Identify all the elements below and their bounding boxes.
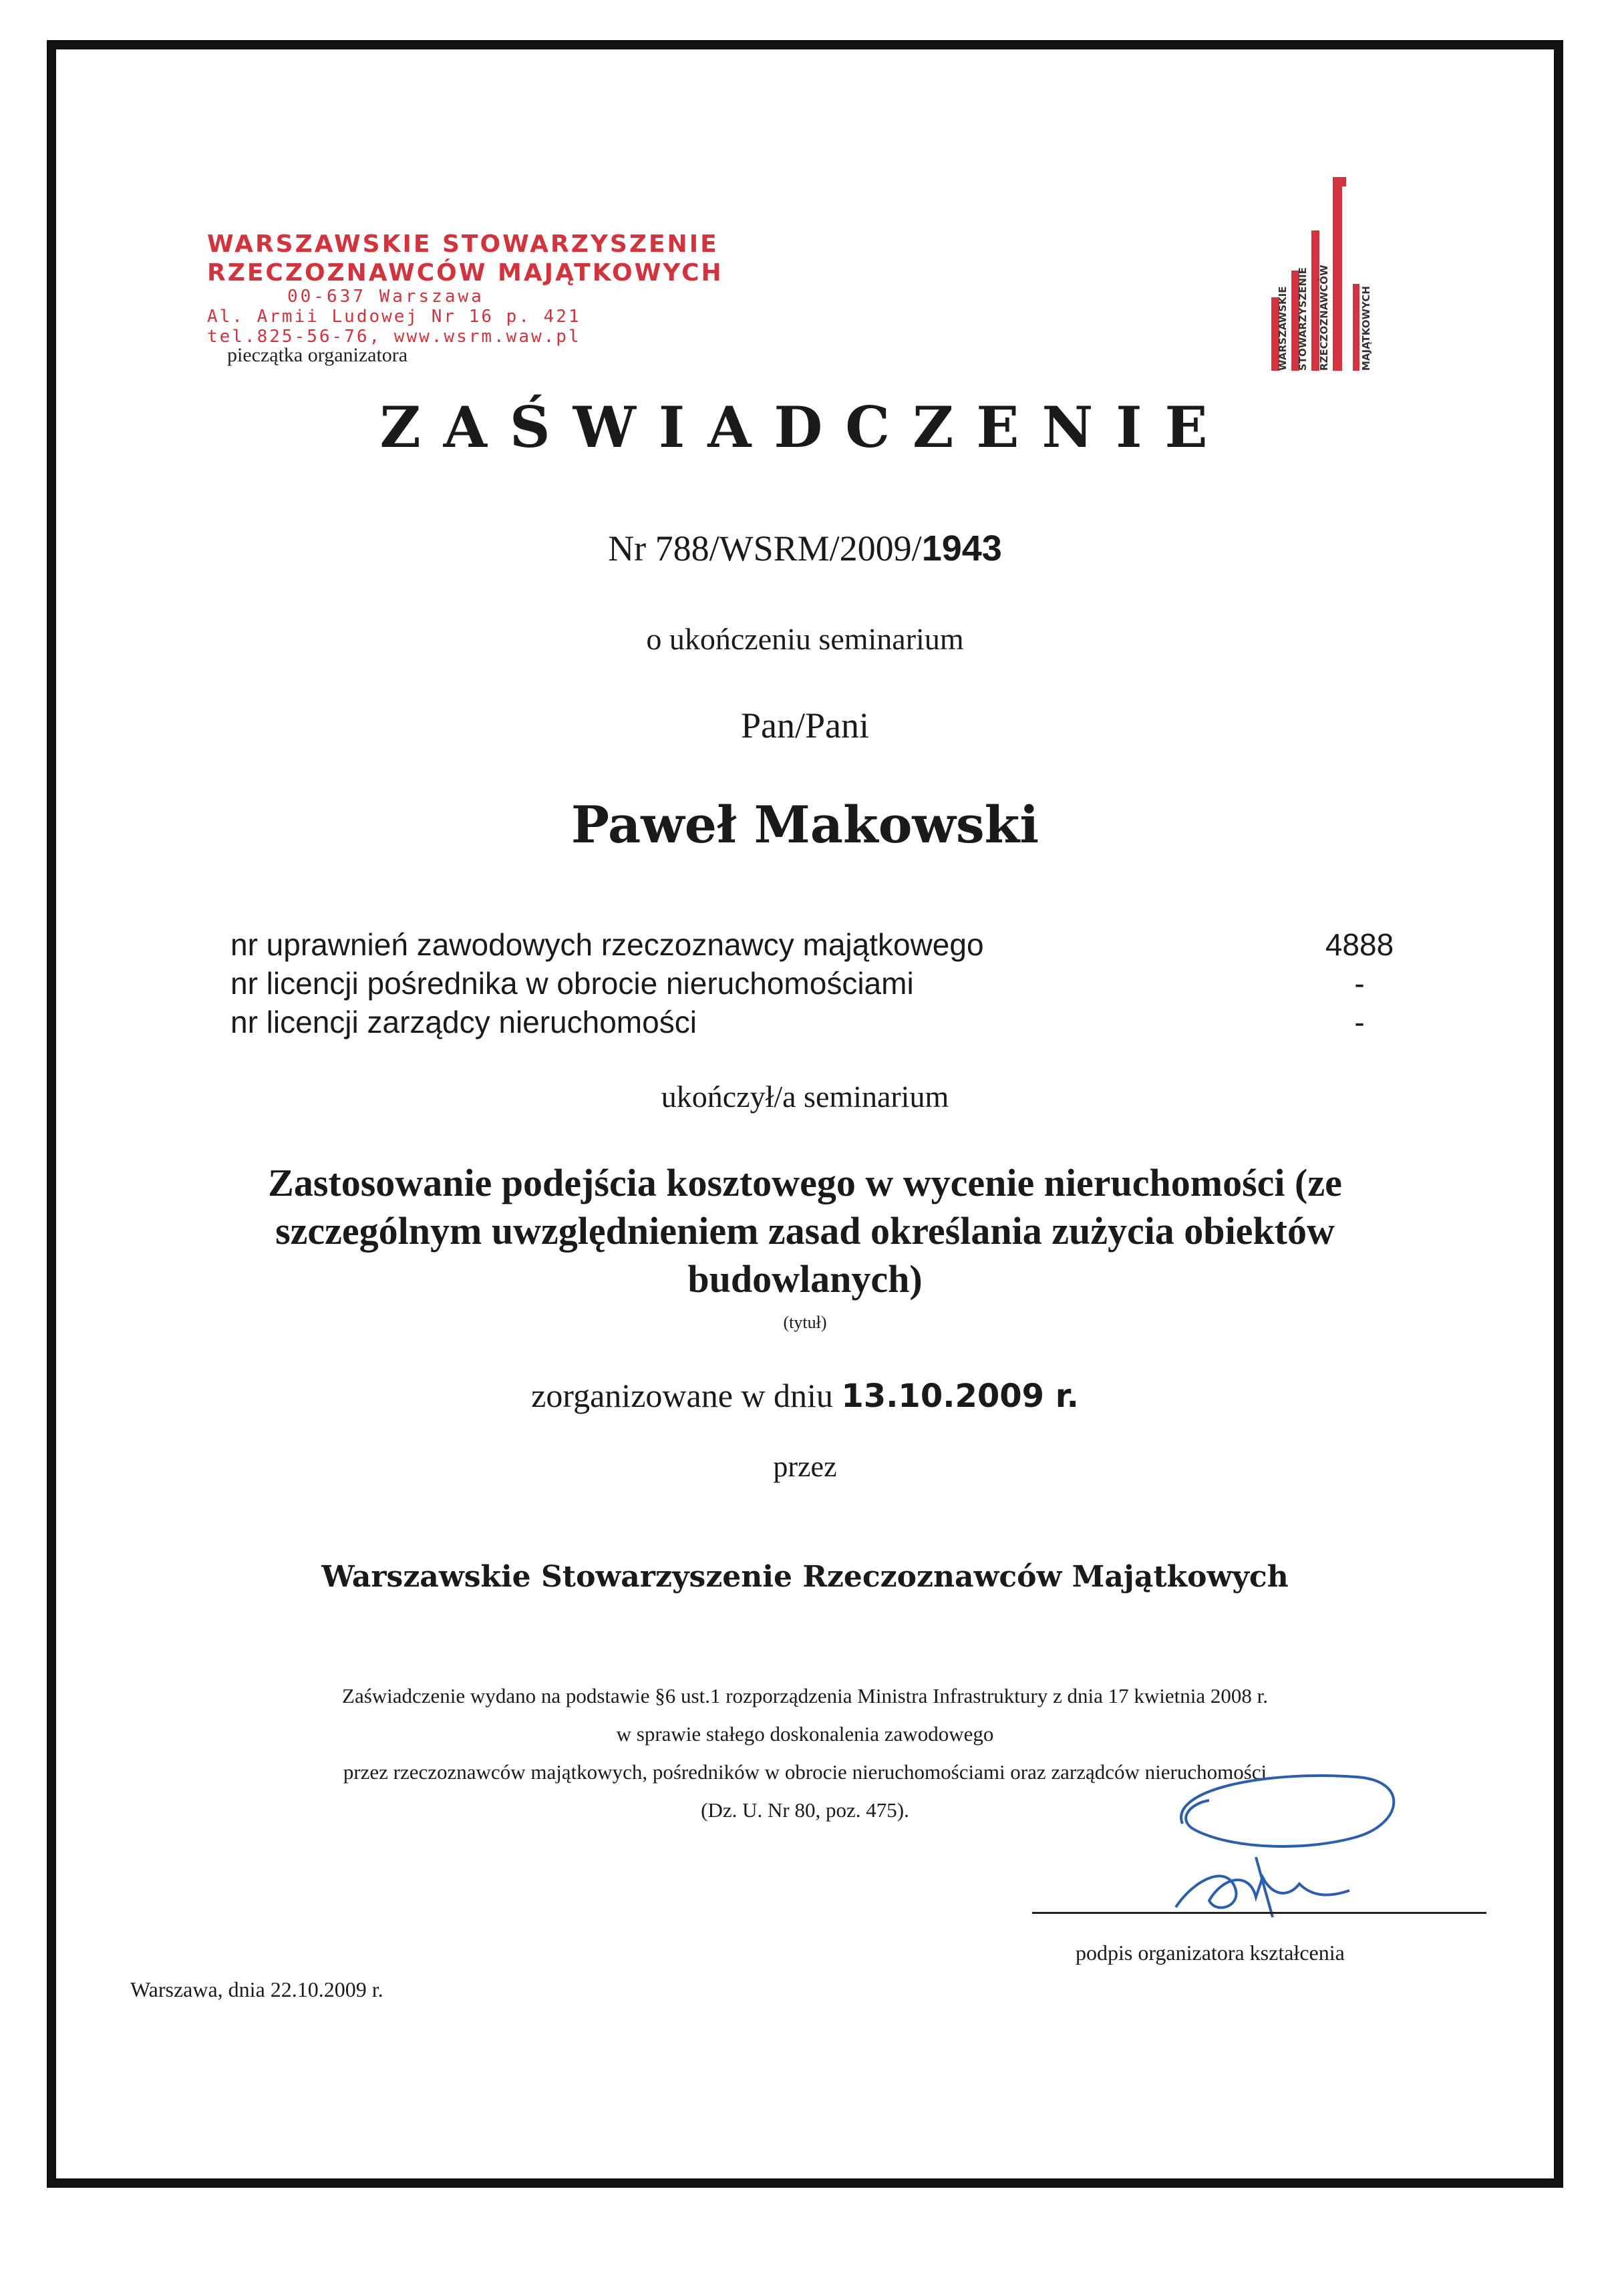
- license-list: [230, 925, 1406, 1041]
- document-title: ZAŚWIADCZENIE: [379, 394, 1231, 460]
- organizer-stamp: [207, 230, 723, 347]
- seminar-title-caption: (tytuł): [783, 1313, 827, 1332]
- organizer-name: Warszawskie Stowarzyszenie Rzeczoznawców Majątkowych: [321, 1560, 1289, 1594]
- license-label: nr licencji pośrednika w obrocie nieruchomościami: [230, 966, 914, 1001]
- organized-date-line: [0, 1376, 1610, 1415]
- certificate-number-suffix: 1943: [921, 528, 1002, 568]
- signature-caption: podpis organizatora kształcenia: [1076, 1941, 1345, 1965]
- organized-prefix: zorganizowane w dniu: [531, 1377, 842, 1414]
- wsrm-logo: [1259, 177, 1386, 377]
- legal-line: przez rzeczoznawców majątkowych, pośredników w obrocie nieruchomościami oraz zarządców nieruchomości: [343, 1760, 1267, 1784]
- license-value: 4888: [1325, 927, 1394, 962]
- stamp-line-5: tel.825-56-76, www.wsrm.waw.pl: [207, 327, 581, 347]
- stamp-caption: pieczątka organizatora: [227, 344, 408, 366]
- license-label: nr uprawnień zawodowych rzeczoznawcy majątkowego: [230, 927, 984, 962]
- recipient-name: Paweł Makowski: [571, 795, 1039, 854]
- logo-text-2: STOWARZYSZENIE: [1297, 267, 1309, 371]
- legal-line: Zaświadczenie wydano na podstawie §6 ust.1 rozporządzenia Ministra Infrastruktury z dnia 17 kwietnia 2008 r.: [342, 1684, 1268, 1707]
- recipient-salutation: Pan/Pani: [740, 705, 869, 746]
- by-text: przez: [773, 1450, 837, 1483]
- signature-line: [1032, 1912, 1486, 1914]
- license-label: nr licencji zarządcy nieruchomości: [230, 1005, 697, 1039]
- legal-line: (Dz. U. Nr 80, poz. 475).: [701, 1798, 909, 1822]
- seminar-title: Zastosowanie podejścia kosztowego w wycenie nieruchomości (ze szczególnym uwzględnieniem zasad określania zużycia obiektów budowlanych): [268, 1161, 1342, 1301]
- completed-text: ukończył/a seminarium: [661, 1080, 949, 1114]
- legal-line: w sprawie stałego doskonalenia zawodowego: [616, 1722, 994, 1746]
- stamp-line-1: WARSZAWSKIE STOWARZYSZENIE: [207, 230, 719, 258]
- license-value: -: [1354, 966, 1365, 1001]
- place-and-date: Warszawa, dnia 22.10.2009 r.: [130, 1977, 383, 2001]
- certificate-subtitle: o ukończeniu seminarium: [646, 622, 964, 656]
- organized-date: 13.10.2009 r.: [841, 1377, 1079, 1415]
- stamp-line-4: Al. Armii Ludowej Nr 16 p. 421: [207, 307, 581, 327]
- license-row: [230, 925, 1406, 964]
- license-row: [230, 964, 1406, 1003]
- certificate-number-prefix: Nr 788/WSRM/2009/: [608, 528, 922, 568]
- logo-text-3: RZECZOZNAWCÓW: [1318, 265, 1330, 371]
- certificate-number: [0, 528, 1610, 569]
- license-value: -: [1354, 1005, 1365, 1039]
- handwritten-signature: [1156, 1764, 1410, 1931]
- stamp-line-3: 00-637 Warszawa: [287, 287, 484, 307]
- license-row: [230, 1003, 1406, 1041]
- stamp-line-2: RZECZOZNAWCÓW MAJĄTKOWYCH: [207, 259, 723, 287]
- logo-text-1: WARSZAWSKIE: [1277, 286, 1289, 371]
- logo-text-4: MAJĄTKOWYCH: [1360, 286, 1372, 371]
